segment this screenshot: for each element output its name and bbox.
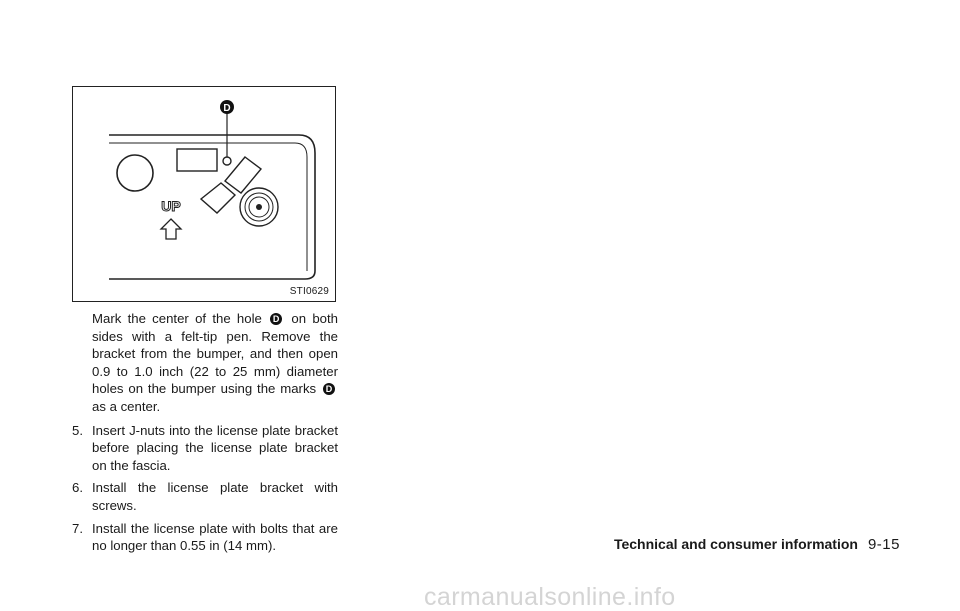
step-number: 6. xyxy=(72,480,83,496)
section-title: Technical and consumer information xyxy=(613,536,858,552)
page-footer xyxy=(614,536,900,553)
intro-text-1: Mark the center of the hole xyxy=(92,311,262,326)
hole-d-icon xyxy=(223,157,231,165)
illustration-figure xyxy=(72,86,336,302)
step-text: Insert J-nuts into the license plate bracket before placing the license plate bracket on the fascia. xyxy=(92,422,338,473)
callout-letter: D xyxy=(223,103,231,114)
license-plate-bracket-diagram xyxy=(73,87,335,301)
marker-d-icon: D xyxy=(323,383,335,395)
figure-code: STI0629 xyxy=(289,286,329,297)
step-number: 5. xyxy=(72,422,83,438)
up-label: UP xyxy=(161,198,181,214)
intro-text-3: as a center. xyxy=(92,398,161,414)
step-item xyxy=(72,479,338,514)
step-text: Install the license plate with bolts that are no longer than 0.55 in (14 mm). xyxy=(92,520,338,554)
instructions xyxy=(72,310,338,560)
page-number: 9-15 xyxy=(867,536,900,553)
intro-paragraph xyxy=(72,310,338,416)
watermark: carmanualsonline.info xyxy=(424,583,676,611)
step-number: 7. xyxy=(72,520,83,536)
step-item xyxy=(72,520,338,555)
step-item xyxy=(72,422,338,475)
left-hole-icon xyxy=(117,155,153,191)
step-text: Install the license plate bracket with screws. xyxy=(92,480,338,513)
intro-text-2: on both sides with a felt-tip pen. Remove the bracket from the bumper, and then open 0.9 to 1.0 inch (22 to 25 mm) diameter holes on the bumper using the marks xyxy=(92,311,339,397)
up-arrow-icon xyxy=(161,219,181,239)
marker-d-icon: D xyxy=(270,313,282,325)
